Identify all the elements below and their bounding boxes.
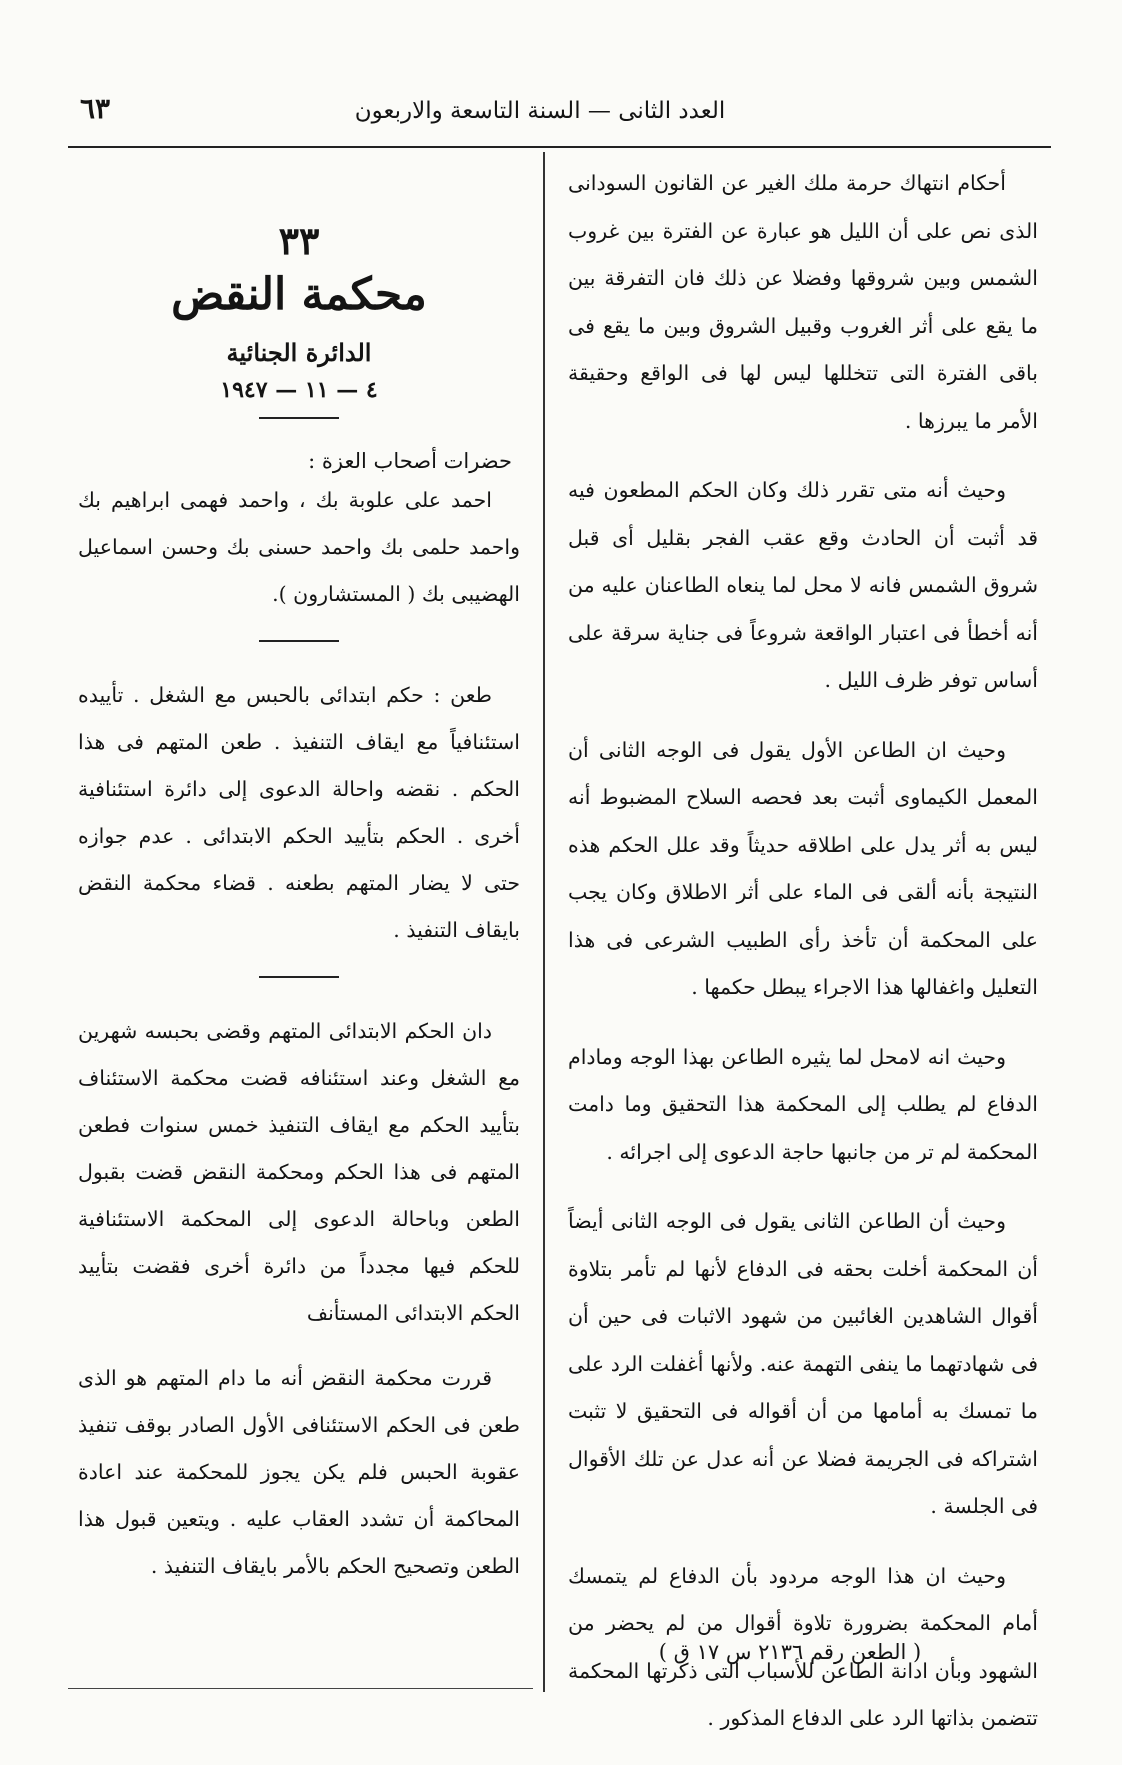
paragraph: دان الحكم الابتدائى المتهم وقضى بحبسه شهرين مع الشغل وعند استئنافه قضت محكمة الاستئناف بتأييد الحكم مع ايقاف التنفيذ خمس سنوات فطعن المتهم فى هذا الحكم ومحكمة النقض قضت بقبول الطعن وباحالة الدعوى إلى المحكمة الاستئنافية للحكم فيها مجدداً من دائرة أخرى فقضت بتأييد الحكم الابتدائى المستأنف [78, 1019, 520, 1325]
column-divider [543, 152, 545, 1692]
page-number: ٦٣ [80, 92, 111, 125]
panel-members: احمد على علوبة بك ، واحمد فهمى ابراهيم بك واحمد حلمى بك واحمد حسنى بك وحسن اسماعيل الهضيبى بك ( المستشارون ). [78, 488, 520, 606]
header-rule [68, 146, 1051, 148]
running-header: العدد الثانى — السنة التاسعة والاربعون [354, 98, 726, 124]
left-column [78, 210, 520, 1608]
paragraph: وحيث ان الطاعن الأول يقول فى الوجه الثانى أن المعمل الكيماوى أثبت بعد فحصه السلاح المضبوط أنه ليس به أثر يدل على اطلاقه حديثاً وقد علل الحكم هذه النتيجة بأنه ألقى فى الماء على أثر الاطلاق وكان يجب على المحكمة أن تأخذ رأى الطبيب الشرعى فى هذا التعليل واغفالها هذا الاجراء يبطل حكمها . [568, 737, 1038, 999]
panel-heading: حضرات أصحاب العزة : [308, 449, 512, 473]
right-column [568, 160, 1038, 1765]
case-summary: طعن : حكم ابتدائى بالحبس مع الشغل . تأييده استئنافياً مع ايقاف التنفيذ . طعن المتهم فى هذا الحكم . نقضه واحالة الدعوى إلى دائرة استئنافية أخرى . الحكم بتأييد الحكم الابتدائى . عدم جوازه حتى لا يضار المتهم بطعنه . قضاء محكمة النقض بايقاف التنفيذ . [78, 683, 520, 942]
section-rule [259, 417, 339, 419]
paragraph: أحكام انتهاك حرمة ملك الغير عن القانون السودانى الذى نص على أن الليل هو عبارة عن الفترة بين غروب الشمس وبين شروقها وفضلا عن ذلك فان التفرقة بين ما يقع على أثر الغروب وقبيل الشروق وبين ما يقع فى باقى الفترة التى تتخللها ليس لها فى الواقع وحقيقة الأمر ما يبرزها . [568, 171, 1038, 433]
court-name: محكمة النقض [171, 269, 427, 320]
section-rule [259, 976, 339, 978]
ruling-date: ٤ — ١١ — ١٩٤٧ [220, 377, 378, 403]
paragraph: وحيث أن الطاعن الثانى يقول فى الوجه الثانى أيضاً أن المحكمة أخلت بحقه فى الدفاع لأنها لم تأمر بتلاوة أقوال الشاهدين الغائبين من شهود الاثبات فى حين أن فى شهادتهما ما ينفى التهمة عنه. ولأنها أغفلت الرد على ما تمسك به أمامها من أن أقواله فى التحقيق لا تثبت اشتراكه فى الجريمة فضلا عن أنه عدل عن تلك الأقوال فى الجلسة . [568, 1209, 1038, 1518]
case-citation: ( الطعن رقم ٢١٣٦ س ١٧ ق ) [658, 1640, 922, 1664]
case-number: ٣٣ [278, 218, 320, 263]
circuit-name: الدائرة الجنائية [226, 338, 372, 367]
footer-rule [68, 1688, 533, 1689]
section-rule [259, 640, 339, 642]
paragraph: وحيث أنه متى تقرر ذلك وكان الحكم المطعون فيه قد أثبت أن الحادث وقع عقب الفجر بقليل أى قبل شروق الشمس فانه لا محل لما ينعاه الطاعنان عليه من أنه أخطأ فى اعتبار الواقعة شروعاً فى جناية سرقة على أساس توفر ظرف الليل . [568, 478, 1038, 692]
paragraph: وحيث ان هذا الوجه مردود بأن الدفاع لم يتمسك أمام المحكمة بضرورة تلاوة أقوال من لم يحضر من الشهود وبأن ادانة الطاعن للأسباب التى ذكرتها المحكمة تتضمن بذاتها الرد على الدفاع المذكور . [568, 1563, 1038, 1730]
paragraph: وحيث انه لامحل لما يثيره الطاعن بهذا الوجه ومادام الدفاع لم يطلب إلى المحكمة هذا التحقيق وما دامت المحكمة لم تر من جانبها حاجة الدعوى إلى اجرائه . [568, 1044, 1038, 1164]
paragraph: قررت محكمة النقض أنه ما دام المتهم هو الذى طعن فى الحكم الاستئنافى الأول الصادر بوقف تنفيذ عقوبة الحبس فلم يكن يجوز للمحكمة عند اعادة المحاكمة أن تشدد العقاب عليه . ويتعين قبول هذا الطعن وتصحيح الحكم بالأمر بايقاف التنفيذ . [78, 1366, 520, 1578]
